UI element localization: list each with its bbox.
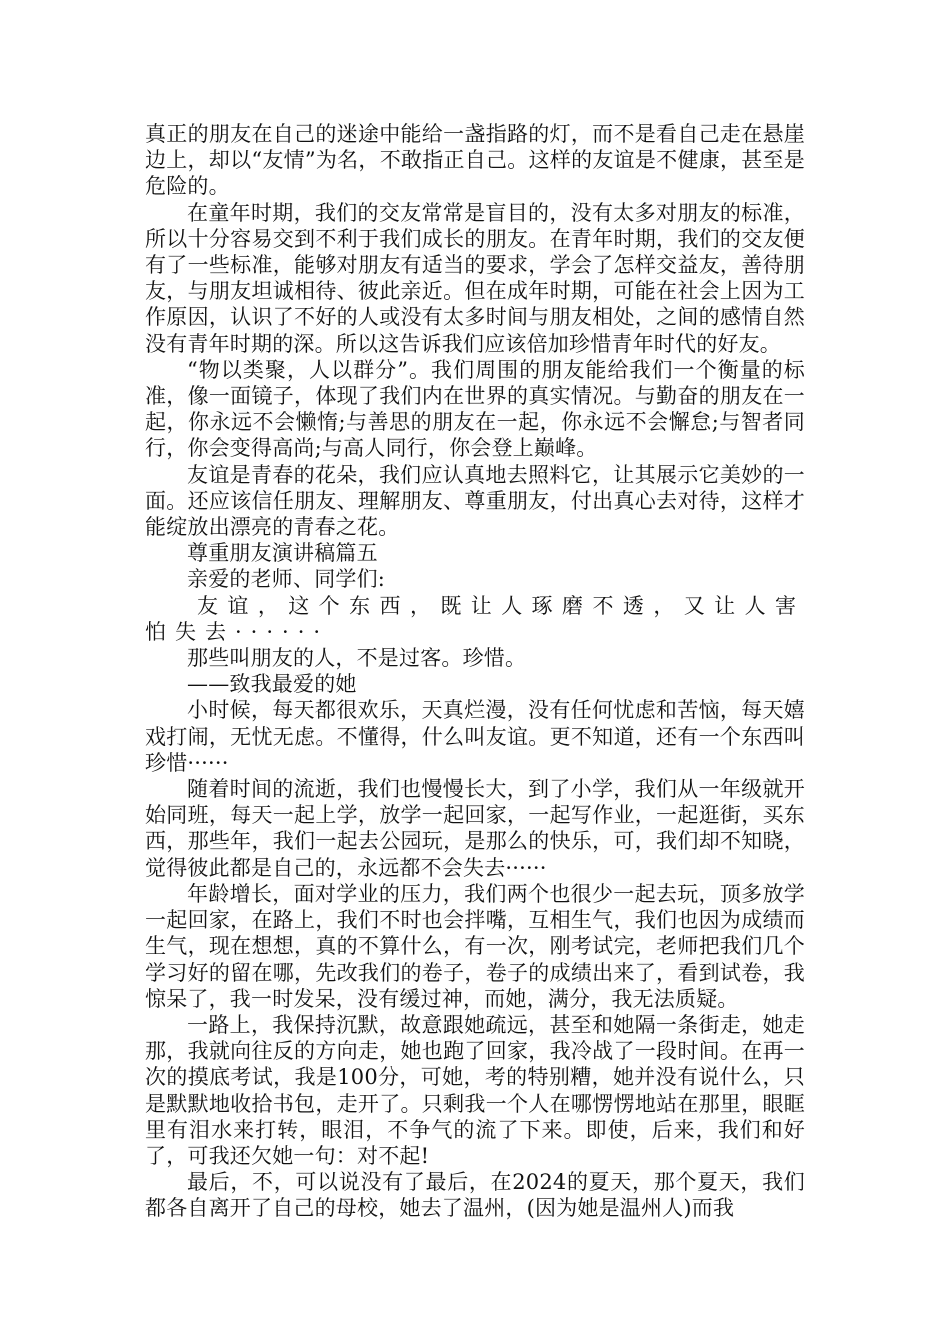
paragraph: 那些叫朋友的人，不是过客。珍惜。 — [187, 646, 527, 671]
paragraph: 随着时间的流逝，我们也慢慢长大，到了小学，我们从一年级就开始同班，每天一起上学，放学一起回家，一起写作业，一起逛街，买东西，那些年，我们一起去公园玩，是那么的快乐，可，我们却不知晓，觉得彼此都是自己的，永远都不会失去······ — [145, 777, 805, 880]
paragraph: 在童年时期，我们的交友常常是盲目的，没有太多对朋友的标准，所以十分容易交到不利于我们成长的朋友。在青年时期，我们的交友便有了一些标准，能够对朋友有适当的要求，学会了怎样交益友，善待朋友，与朋友坦诚相待、彼此亲近。但在成年时期，可能在社会上因为工作原因，认识了不好的人或没有太多时间与朋友相处，之间的感情自然没有青年时期的深。所以这告诉我们应该倍加珍惜青年时代的好友。 — [145, 200, 805, 356]
section-heading: 尊重朋友演讲稿篇五 — [187, 541, 378, 566]
dedication: ——致我最爱的她 — [187, 672, 357, 697]
document-body — [145, 121, 805, 1222]
paragraph: 一路上，我保持沉默，故意跟她疏远，甚至和她隔一条街走，她走那，我就向往反的方向走，她也跑了回家，我冷战了一段时间。在再一次的摸底考试，我是100分，可她，考的特别糟，她并没有说什么，只是默默地收拾书包，走开了。只剩我一个人在哪愣愣地站在那里，眼眶里有泪水来打转，眼泪，不争气的流了下来。即使，后来，我们和好了，可我还欠她一句：对不起! — [145, 1012, 805, 1168]
salutation: 亲爱的老师、同学们: — [187, 567, 386, 592]
paragraph: 最后，不，可以说没有了最后，在2024的夏天，那个夏天，我们都各自离开了自己的母校，她去了温州，(因为她是温州人)而我 — [145, 1170, 805, 1221]
paragraph: 年龄增长，面对学业的压力，我们两个也很少一起去玩，顶多放学一起回家，在路上，我们不时也会拌嘴，互相生气，我们也因为成绩而生气，现在想想，真的不算什么，有一次，刚考试完，老师把我们几个学习好的留在哪，先改我们的卷子，卷子的成绩出来了，看到试卷，我惊呆了，我一时发呆，没有缓过神，而她，满分，我无法质疑。 — [145, 881, 805, 1011]
paragraph: 真正的朋友在自己的迷途中能给一盏指路的灯，而不是看自己走在悬崖边上，却以“友情”为名，不敢指正自己。这样的友谊是不健康，甚至是危险的。 — [145, 122, 805, 199]
paragraph: 小时候，每天都很欢乐，天真烂漫，没有任何忧虑和苦恼，每天嬉戏打闹，无忧无虑。不懂得，什么叫友谊。更不知道，还有一个东西叫珍惜······ — [145, 698, 805, 775]
paragraph: “物以类聚，人以群分”。我们周围的朋友能给我们一个衡量的标准，像一面镜子，体现了我们内在世界的真实情况。与勤奋的朋友在一起，你永远不会懒惰;与善思的朋友在一起，你永远不会懈怠;与智者同行，你会变得高尚;与高人同行，你会登上巅峰。 — [145, 357, 805, 461]
paragraph: 友谊是青春的花朵，我们应认真地去照料它，让其展示它美妙的一面。还应该信任朋友、理解朋友、尊重朋友，付出真心去对待，这样才能绽放出漂亮的青春之花。 — [145, 462, 805, 540]
paragraph: 友谊，这个东西，既让人琢磨不透，又让人害怕失去······ — [145, 593, 805, 644]
